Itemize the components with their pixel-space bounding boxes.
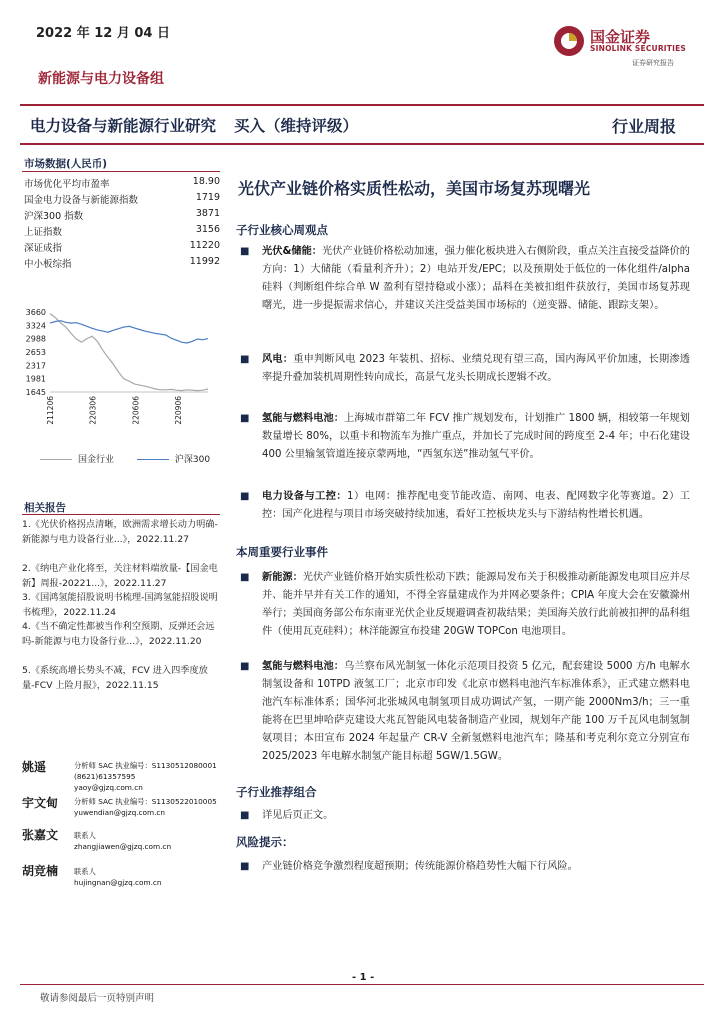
section-core-views: 子行业核心周观点: [236, 223, 328, 237]
disclaimer-note: 敬请参阅最后一页特别声明: [40, 993, 155, 1004]
related-report-item[interactable]: 5.《系统高增长势头不减，FCV 进入四季度放量-FCV 上险月报》，2022.11.15: [22, 665, 208, 691]
related-report-item[interactable]: 4.《当不确定性都被当作利空预期、反弹还会远吗-新能源与电力设备行业...》，2022.11.20: [22, 621, 215, 647]
y-tick-label: 2317: [25, 361, 46, 371]
contact-name: 张嘉文: [22, 828, 59, 842]
related-report-item[interactable]: 2.《纳电产业化将至，关注材料端放量-【国金电新】周报-20221...》，2022.11.27: [22, 563, 218, 589]
header-rule-top: [20, 104, 704, 106]
bullet-icon: ■: [240, 810, 250, 821]
bullet-icon: ■: [240, 861, 250, 872]
risk-text: 产业链价格竞争激烈程度超预期；传统能源价格趋势性大幅下行风险。: [262, 861, 578, 872]
market-row: 深证成指 11220: [24, 240, 220, 254]
market-row: 中小板综指 11992: [24, 256, 220, 270]
x-tick-label: 211206: [46, 396, 55, 425]
bullet-icon: ■: [240, 491, 250, 502]
x-tick-label: 220906: [174, 396, 183, 425]
analyst-name: 宇文甸: [22, 796, 59, 810]
legend-swatch-industry: [40, 459, 72, 460]
analyst-info: 分析师 SAC 执业编号：S1130522010005 yuwendian@gjzq.com.cn: [74, 797, 217, 817]
related-report-item[interactable]: 1.《光伏价格拐点清晰，欧洲需求增长动力明确-新能源与电力设备行业...》，2022.11.27: [22, 519, 218, 545]
report-tag: 证券研究报告: [632, 59, 674, 67]
page-number: - 1 -: [352, 972, 375, 983]
y-tick-label: 2653: [25, 348, 46, 357]
legend-swatch-hs300: [137, 459, 169, 460]
view-power-equipment: 电力设备与工控：1）电网：推荐配电变节能改造、南网、电表、配网数字化等赛道。2）工控：国产化进程与项目市场突破持续加速，看好工控板块龙头与下游结构性增长机遇。: [262, 491, 690, 520]
event-new-energy: 新能源：光伏产业链价格开始实质性松动下跌；能源局发布关于积极推动新能源发电项目应并尽并、能并早并有关工作的通知，不得全容量建成作为并网必要条件；CPIA 年度大会在安徽滁州举行；美国商务部公布东南亚光伏企业反规避调查初裁结果；美国海关放行此前被扣押的晶科组件（使用瓦克硅料）；林洋能源宣布投建 20GW TOPCon 电池项目。: [262, 572, 690, 637]
y-tick-label: 1981: [25, 374, 46, 384]
rating: 买入（维持评级）: [234, 117, 359, 135]
related-reports-rule: [22, 514, 220, 515]
related-report-item[interactable]: 3.《国鸿氢能招股说明书梳理-国鸿氢能招股说明书梳理》，2022.11.24: [22, 592, 218, 618]
y-tick-label: 1645: [25, 388, 46, 397]
related-reports-title: 相关报告: [24, 502, 66, 514]
x-tick-label: 220306: [88, 396, 98, 425]
contact-info: 联系人 zhangjiawen@gjzq.com.cn: [74, 831, 172, 851]
section-recommendation: 子行业推荐组合: [236, 785, 317, 799]
market-data-title: 市场数据(人民币): [24, 158, 108, 170]
section-industry-events: 本周重要行业事件: [236, 545, 328, 559]
analyst-info: 分析师 SAC 执业编号：S1130512080001 (8621)61357595 yaoy@gjzq.com.cn: [74, 761, 217, 792]
view-wind: 风电：重申判断风电 2023 年装机、招标、业绩兑现有望三高，国内海风平价加速，长期渗透率提升叠加装机周期性转向成长，高景气龙头长期成长逻辑不改。: [262, 354, 690, 383]
section-risk: 风险提示：: [236, 835, 294, 849]
headline: [30, 114, 358, 136]
legend-label-industry: 国金行业: [78, 455, 115, 465]
bullet-icon: ■: [240, 661, 250, 672]
market-row: 上证指数 3156: [24, 224, 220, 238]
report-date: 2022 年 12 月 04 日: [36, 26, 170, 41]
series-line-hs300: [50, 321, 208, 343]
bullet-icon: ■: [240, 413, 250, 424]
series-line-industry: [50, 314, 208, 391]
report-type: 行业周报: [612, 117, 677, 136]
y-tick-label: 3324: [25, 321, 46, 331]
y-tick-label: 3660: [25, 308, 46, 317]
view-solar-storage: 光伏&储能：光伏产业链价格松动加速，强力催化板块进入右侧阶段，重点关注直接受益降价的方向：1）大储能（看量利齐升）；2）电站开发/EPC；以及预期处于低位的一体化组件/alpha 硅料（判断组件综合单 W 盈利有望持稳或小涨）；晶料在美被扣组件获放行，美国市场复苏现曙光，进一步提振需求信心，并建议关注受益美国市场标的（逆变器、储能、跟踪支架）。: [262, 246, 690, 311]
footer-rule: [20, 984, 704, 985]
bullet-icon: ■: [240, 354, 250, 365]
company-name-en: SINOLINK SECURITIES: [590, 44, 687, 53]
x-tick-label: 220606: [131, 396, 141, 425]
event-hydrogen: 氢能与燃料电池：乌兰察布风光制氢一体化示范项目投资 5 亿元，配套建设 5000 方/h 电解水制氢设备和 10TPD 液氢工厂；北京市印发《北京市燃料电池汽车标准体系》，正式建立燃料电池汽车标准体系；国华河北张城风电制氢项目成功调试产氢，一期产能 2000Nm3/h；三一重能将在巴里坤哈萨克建设大兆瓦智能风电装备制造产业园，规划年产能 100 万千瓦风电制氢制氨项目；本田宣布 2024 年起量产 CR-V 全新氢燃料电池汽车；隆基和考克利尔竞立分别宣布 2025/2023 年电解水制氢产能目标超 5GW/1.5GW。: [262, 661, 690, 762]
market-row: 国金电力设备与新能源指数 1719: [24, 192, 220, 206]
research-group: 新能源与电力设备组: [38, 71, 164, 87]
recommendation-text: 详见后页正文。: [262, 810, 334, 821]
company-logo-icon: [552, 24, 586, 58]
bullet-icon: ■: [240, 246, 250, 257]
header-rule-bottom: [20, 143, 704, 145]
view-hydrogen: 氢能与燃料电池：上海城市群第二年 FCV 推广规划发布，计划推广 1800 辆，相较第一年规划数量增长 80%，以重卡和物流车为推广重点，并加长了完成时间的跨度至 2-4 年；中石化建设 400 公里输氢管道连接京蒙两地，“西氢东送”推动氢气平价。: [262, 413, 690, 460]
contact-info: 联系人 hujingnan@gjzq.com.cn: [74, 867, 162, 887]
market-row: 沪深300 指数 3871: [24, 208, 220, 222]
index-line-chart: [18, 300, 218, 445]
company-name: 国金证券: [590, 28, 651, 46]
contact-name: 胡竞楠: [22, 864, 59, 878]
market-row: 市场优化平均市盈率 18.90: [24, 176, 220, 190]
chart-legend: [40, 452, 210, 465]
analyst-name: 姚遥: [22, 760, 47, 774]
industry-title: 电力设备与新能源行业研究: [30, 117, 217, 135]
y-tick-label: 2988: [25, 334, 46, 344]
legend-label-hs300: 沪深300: [174, 455, 211, 465]
market-data-rule: [22, 171, 220, 172]
report-title: 光伏产业链价格实质性松动，美国市场复苏现曙光: [238, 179, 591, 198]
bullet-icon: ■: [240, 572, 250, 583]
